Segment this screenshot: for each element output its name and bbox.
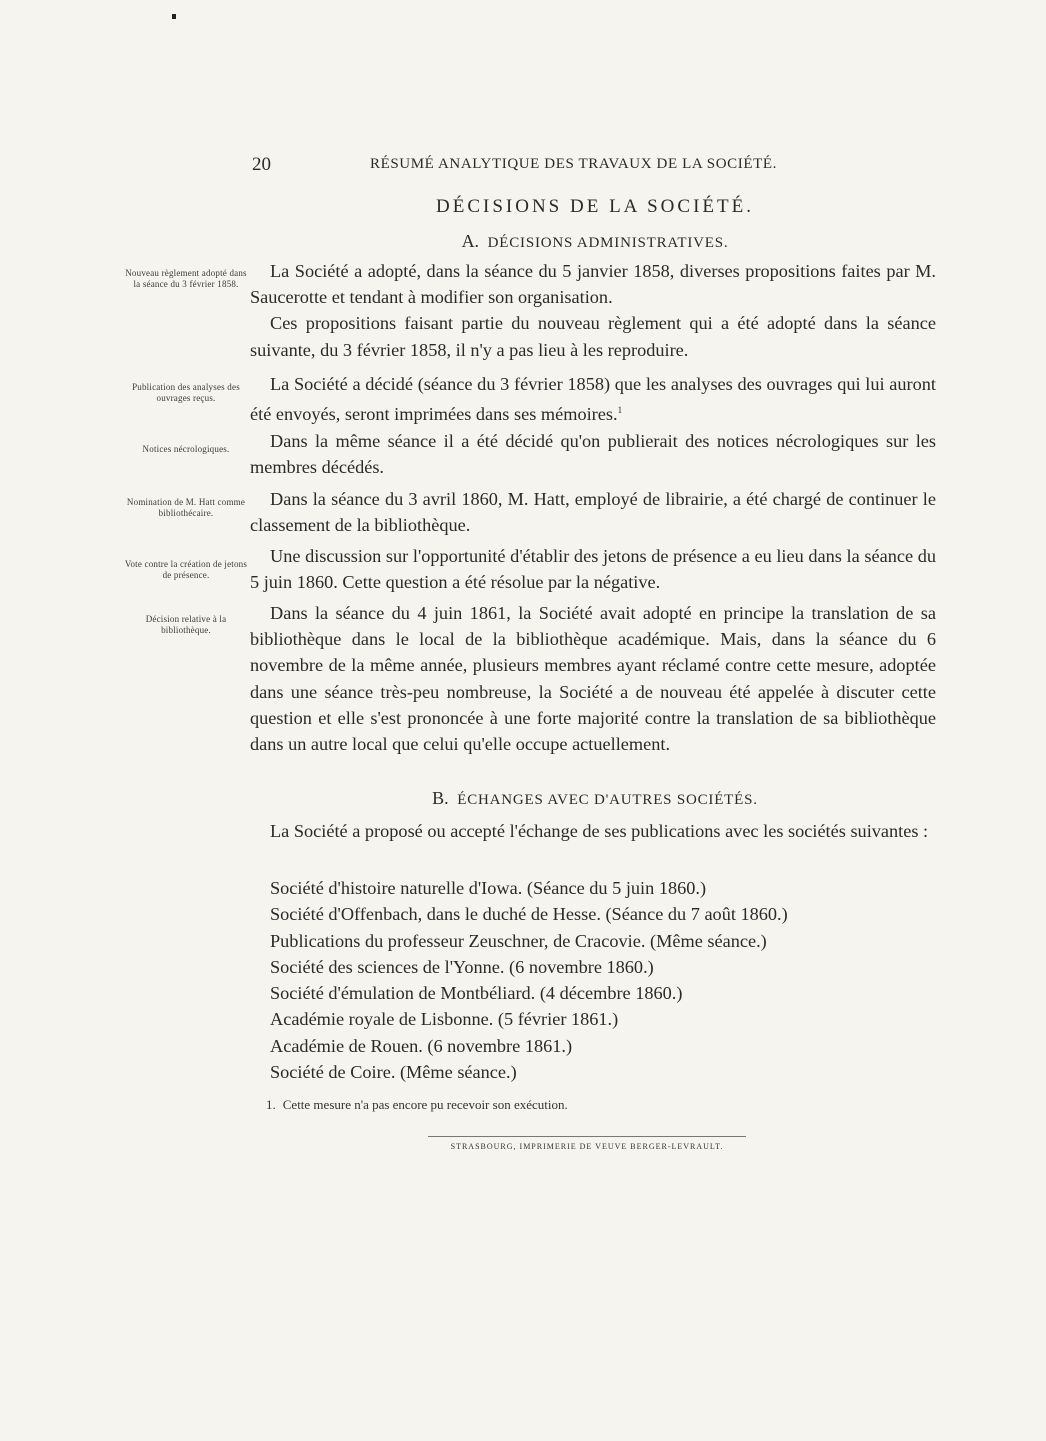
printer-rule <box>428 1136 746 1137</box>
list-item: Académie royale de Lisbonne. (5 février 1861.) <box>270 1009 619 1030</box>
paragraph-block-3 <box>250 428 936 480</box>
paragraph <box>250 371 936 428</box>
section-a-letter: A. <box>461 231 480 251</box>
exchange-intro-block <box>250 818 936 844</box>
exchange-intro: La Société a proposé ou accepté l'échange de ses publications avec les sociétés suivantes : <box>270 821 929 841</box>
paragraph: Une discussion sur l'opportunité d'établir des jetons de présence a eu lieu dans la séance du 5 juin 1860. Cette question a été résolue par la négative. <box>250 546 936 593</box>
list-item: Société des sciences de l'Yonne. (6 novembre 1860.) <box>270 956 654 977</box>
list-item: Société d'Offenbach, dans le duché de Hesse. (Séance du 7 août 1860.) <box>270 904 788 925</box>
paragraph: Dans la séance du 3 avril 1860, M. Hatt, employé de librairie, a été chargé de continuer le classement de la bibliothèque. <box>250 489 936 536</box>
printer-imprint: STRASBOURG, IMPRIMERIE DE VEUVE BERGER-LEVRAULT. <box>450 1142 724 1151</box>
main-heading: DÉCISIONS DE LA SOCIÉTÉ. <box>436 196 754 217</box>
paragraph-block-6 <box>250 600 936 757</box>
paragraph-text: La Société a décidé (séance du 3 février 1858) que les analyses des ouvrages qui lui auront été envoyés, seront imprimées dans ses mémoires. <box>250 374 936 425</box>
list-item: Société de Coire. (Même séance.) <box>270 1062 517 1083</box>
side-note-bibliotheque: Décision relative à la bibliothèque. <box>145 614 227 635</box>
ink-speck <box>172 14 176 19</box>
page-number: 20 <box>252 154 271 175</box>
paragraph-block-5 <box>250 543 936 595</box>
side-note-necrologie: Notices nécrologiques. <box>142 444 230 454</box>
footnote <box>266 1097 568 1113</box>
section-b-heading <box>250 788 940 809</box>
list-item: Publications du professeur Zeuschner, de Cracovie. (Même séance.) <box>270 930 767 951</box>
running-title: RÉSUMÉ ANALYTIQUE DES TRAVAUX DE LA SOCIÉTÉ. <box>370 156 777 172</box>
paragraph: La Société a adopté, dans la séance du 5 janvier 1858, diverses propositions faites par M. Saucerotte et tendant à modifier son organisation. <box>250 261 936 308</box>
footnote-number: 1. <box>266 1097 276 1112</box>
footnote-marker: 1 <box>617 405 623 416</box>
side-note-reglement: Nouveau règlement adopté dans la séance du 3 février 1858. <box>125 268 247 289</box>
section-b-letter: B. <box>432 788 449 808</box>
side-note-analyses: Publication des analyses des ouvrages reçus. <box>132 382 240 403</box>
section-a-title: DÉCISIONS ADMINISTRATIVES. <box>487 235 729 251</box>
list-item: Société d'émulation de Montbéliard. (4 décembre 1860.) <box>270 983 683 1004</box>
paragraph-block-1 <box>250 258 936 363</box>
paragraph: Ces propositions faisant partie du nouveau règlement qui a été adopté dans la séance suivante, du 3 février 1858, il n'y a pas lieu à les reproduire. <box>250 313 936 360</box>
side-note-hatt: Nomination de M. Hatt comme bibliothécaire. <box>126 497 246 518</box>
list-item: Société d'histoire naturelle d'Iowa. (Séance du 5 juin 1860.) <box>270 878 707 898</box>
list-item: Académie de Rouen. (6 novembre 1861.) <box>270 1035 573 1056</box>
exchange-list <box>270 875 788 1085</box>
section-a-heading <box>250 231 940 252</box>
footnote-text: Cette mesure n'a pas encore pu recevoir son exécution. <box>282 1097 568 1112</box>
paragraph-block-2 <box>250 371 936 428</box>
paragraph: Dans la même séance il a été décidé qu'on publierait des notices nécrologiques sur les membres décédés. <box>250 431 936 478</box>
paragraph: Dans la séance du 4 juin 1861, la Société avait adopté en principe la translation de sa bibliothèque dans le local de la bibliothèque académique. Mais, dans la séance du 6 novembre de la même année, plusieurs membres ayant réclamé contre cette mesure, adoptée dans une séance très-peu nombreuse, la Société a de nouveau été appelée à discuter cette question et elle s'est prononcée à une forte majorité contre la translation de sa bibliothèque dans un autre local que celui qu'elle occupe actuellement. <box>250 603 936 755</box>
side-note-jetons: Vote contre la création de jetons de présence. <box>124 559 248 580</box>
section-b-title: ÉCHANGES AVEC D'AUTRES SOCIÉTÉS. <box>457 792 758 808</box>
paragraph-block-4 <box>250 486 936 538</box>
